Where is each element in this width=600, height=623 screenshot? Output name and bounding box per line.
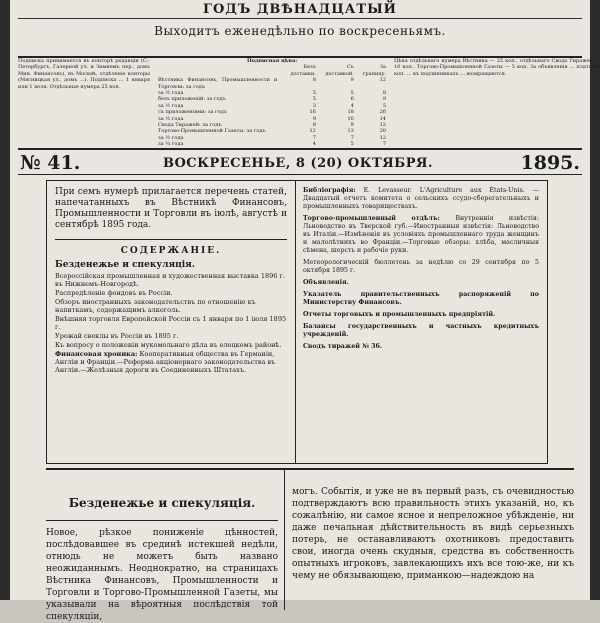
price-cell: 8 bbox=[382, 90, 386, 97]
price-cell: 16 bbox=[309, 109, 316, 116]
supplement-notice: При семъ нумерѣ прилагается перечень статей, напечатанныхъ въ Вѣстникѣ Финансовъ, Промышленности и Торговли въ іюлѣ, августѣ и сентябрѣ 1895 года. bbox=[55, 187, 287, 230]
contents-item: Урожай свеклы въ Россіи въ 1895 г. bbox=[55, 332, 179, 340]
price-cell: 8 bbox=[312, 77, 316, 84]
price-cell: 14 bbox=[379, 115, 386, 122]
contents-item-right: Отчеты торговыхъ и промышленныхъ предпріятій. bbox=[303, 311, 496, 318]
article-column-divider bbox=[284, 470, 285, 610]
price-label: Торгово-Промышленной Газеты: за годъ bbox=[158, 128, 266, 135]
price-label: за ½ года bbox=[158, 115, 184, 122]
left-scan-border bbox=[0, 0, 10, 600]
price-cell: 7 bbox=[312, 134, 316, 141]
contents-box bbox=[46, 180, 548, 464]
contents-item: Распредѣленіе фондовъ въ Россіи. bbox=[55, 289, 173, 297]
price-cell: 9 bbox=[350, 122, 354, 129]
price-label: Свода Тиражей: за годъ bbox=[158, 122, 222, 129]
price-cell: 4 bbox=[350, 102, 354, 109]
biblio-text: Е. Levasseur. L'Agriculture aux États-Unis. — Двадцатый отчетъ комитета о сельскихъ ссудо-сберегательныхъ и промышленныхъ товариществахъ. bbox=[303, 187, 539, 210]
contents-section-title: Безденежье и спекуляція. bbox=[55, 260, 195, 270]
price-cell: 9 bbox=[312, 115, 316, 122]
article-body-left: Новое, рѣзкое пониженіе цѣнностей, послѣдовавшее въ срединѣ истекшей недѣли, отнюдь не можетъ быть названо неожиданнымъ. Неоднократно, на страницахъ Вѣстника Финансовъ, Промышленности и Торговли и Торгово-Промышленной Газеты, мы указывали на вѣроятныя послѣдствія той спекуляціи, bbox=[46, 528, 278, 622]
price-cell: 3 bbox=[312, 102, 316, 109]
price-label: за ½ года bbox=[158, 134, 184, 141]
price-row bbox=[156, 77, 388, 90]
subscription-info bbox=[18, 58, 600, 148]
masthead-rule bbox=[18, 18, 582, 19]
year-line: ГОДЪ ДВѢНАДЦАТЫЙ bbox=[203, 2, 397, 17]
price-cell: 7 bbox=[350, 134, 354, 141]
finance-text: Кооперативныя общества въ Германіи, Англіи и Франціи.—Реформа акціонернаго законодательства въ Англіи.—Желѣзныя дороги въ Соединенныхъ Штатахъ. bbox=[55, 350, 276, 374]
price-cell: 9 bbox=[382, 96, 386, 103]
price-cell: 12 bbox=[309, 128, 316, 135]
contents-item-right: Сводъ тиражей № 36. bbox=[303, 343, 383, 350]
contents-left-column bbox=[55, 187, 287, 375]
ads-text: Цѣна отдѣльнаго нумера Вѣстника — 25 коп., отдѣльнаго Свода Тиражей — 10 коп., Торгово-Промышленной Газеты — 5 коп. За объявленія ... плата 40 коп. ... въ подлинникахъ ... возвращаются. bbox=[394, 58, 600, 77]
biblio-label: Библіографія: bbox=[303, 187, 356, 194]
price-header-cell: За границу. bbox=[362, 64, 386, 77]
price-cell: 7 bbox=[382, 141, 386, 148]
price-header-cell bbox=[156, 64, 279, 77]
price-label: съ приложеніями: за годъ bbox=[158, 109, 227, 116]
price-label: за ¼ года bbox=[158, 141, 184, 148]
price-row bbox=[156, 141, 388, 147]
contents-title: СОДЕРЖАНІЕ. bbox=[120, 246, 222, 256]
price-cell: 6 bbox=[350, 96, 354, 103]
price-cell: 20 bbox=[379, 128, 386, 135]
contents-right-column bbox=[303, 187, 539, 355]
price-cell: 12 bbox=[379, 122, 386, 129]
right-scan-border bbox=[590, 0, 600, 600]
price-header-cell: Съ доставкой. bbox=[325, 64, 354, 77]
price-cell: 5 bbox=[350, 141, 354, 148]
price-cell: 9 bbox=[350, 77, 354, 84]
price-cell: 18 bbox=[347, 109, 354, 116]
weekly-line: Выходитъ еженедѣльно по воскресеньямъ. bbox=[154, 24, 446, 38]
column-divider bbox=[295, 181, 296, 463]
finance-chronicle bbox=[55, 350, 287, 374]
price-cell: 26 bbox=[379, 109, 386, 116]
price-label: Вѣстника Финансовъ, Промышленности и Торговли: за годъ bbox=[158, 77, 278, 90]
contents-item-right: Указатель правительственныхъ распоряженій по Министерству Финансовъ. bbox=[303, 291, 539, 306]
meteo-bulletin: Метеорологическій бюллетень за недѣлю со 29 сентября по 5 октября 1895 г. bbox=[303, 259, 539, 274]
article bbox=[46, 468, 574, 622]
article-rule bbox=[46, 520, 278, 521]
price-cell: 10 bbox=[347, 115, 354, 122]
masthead bbox=[18, 0, 582, 58]
prices-title: Подписная цѣна: bbox=[246, 58, 298, 64]
price-label: за ½ года bbox=[158, 102, 184, 109]
contents-item-right: Объявленія. bbox=[303, 279, 349, 286]
divider bbox=[55, 239, 287, 240]
bibliography-entry bbox=[303, 187, 539, 211]
price-cell: 5 bbox=[312, 90, 316, 97]
trade-label: Торгово-промышленный отдѣлъ: bbox=[303, 215, 440, 222]
finance-label: Финансовая хроника: bbox=[55, 350, 138, 358]
price-label: безъ приложеній: за годъ bbox=[158, 96, 226, 103]
price-cell: 5 bbox=[382, 102, 386, 109]
contents-item: Всероссійская промышленная и художественная выставка 1896 г. въ Нижнемъ-Новгородѣ. bbox=[55, 272, 285, 288]
subscription-text: Подписка принимается въ конторѣ редакціи (С.-Петербургъ, Галерной ул. и Зимнемъ пер., домъ Мин. Финансовъ), въ Москвѣ, отдѣленіе конторы (Мясницкая ул., домъ ...). Подписка ... 1 января или 1 іюля. Отдѣльные нумера 25 коп. bbox=[18, 58, 150, 90]
article-right-column bbox=[292, 486, 574, 582]
contents-item: Внѣшняя торговля Европейской Россіи съ 1 января по 1 іюля 1895 г. bbox=[55, 315, 287, 331]
price-cell: 12 bbox=[379, 134, 386, 141]
price-cell: 8 bbox=[312, 122, 316, 129]
trade-text: Внутреннія извѣстія: Льноводство въ Тверской губ.—Иностранныя извѣстія: Льноводство въ Италіи.—Измѣненія въ условіяхъ промышленнаго труда женщинъ и малолѣтнихъ во Франціи.—Торговые обзоры: хлѣба, масличныя сѣмена, шерсть и рабочіе руки. bbox=[303, 215, 539, 254]
issue-date: ВОСКРЕСЕНЬЕ, 8 (20) ОКТЯБРЯ. bbox=[163, 156, 434, 171]
issue-year: 1895. bbox=[520, 152, 580, 174]
contents-item: Обзоръ иностранныхъ законодательствъ по отношенію къ напиткамъ, содержащимъ алкоголь. bbox=[55, 298, 256, 314]
price-table-block bbox=[156, 58, 388, 148]
contents-item: Къ вопросу о положеніи мукомольнаго дѣла въ елецкомъ районѣ. bbox=[55, 341, 282, 349]
price-cell: 5 bbox=[350, 90, 354, 97]
issue-header bbox=[18, 148, 582, 175]
article-body-right: могъ. Событія, и уже не въ первый разъ, съ очевидностью подтверждаютъ всю правильность этихъ указаній, но, къ сожалѣнію, ни самое ясное и непреложное убѣжденіе, ни даже печальная дѣйствительность въ видѣ серьезныхъ потерь, не останавливаютъ охотниковъ предоставить свои, иногда очень скудныя, средства въ собственность опытныхъ игроковъ, завлекающихъ ихъ все тою-же, ни къ чему не обязывающею, приманкою—надеждою на bbox=[292, 487, 574, 581]
price-cell: 4 bbox=[312, 141, 316, 148]
price-header-cell: Безъ доставки. bbox=[290, 64, 316, 77]
price-header-row bbox=[156, 64, 388, 77]
price-cell: 13 bbox=[347, 128, 354, 135]
price-label: за ½ года bbox=[158, 90, 184, 97]
contents-item-right: Балансы государственныхъ и частныхъ кредитныхъ учрежденій. bbox=[303, 323, 539, 338]
price-cell: 12 bbox=[379, 77, 386, 84]
issue-number: № 41. bbox=[20, 152, 81, 174]
price-table bbox=[156, 64, 388, 147]
article-left-column bbox=[46, 470, 278, 623]
price-cell: 5 bbox=[312, 96, 316, 103]
trade-section bbox=[303, 215, 539, 255]
article-title: Безденежье и спекуляція. bbox=[68, 496, 256, 510]
